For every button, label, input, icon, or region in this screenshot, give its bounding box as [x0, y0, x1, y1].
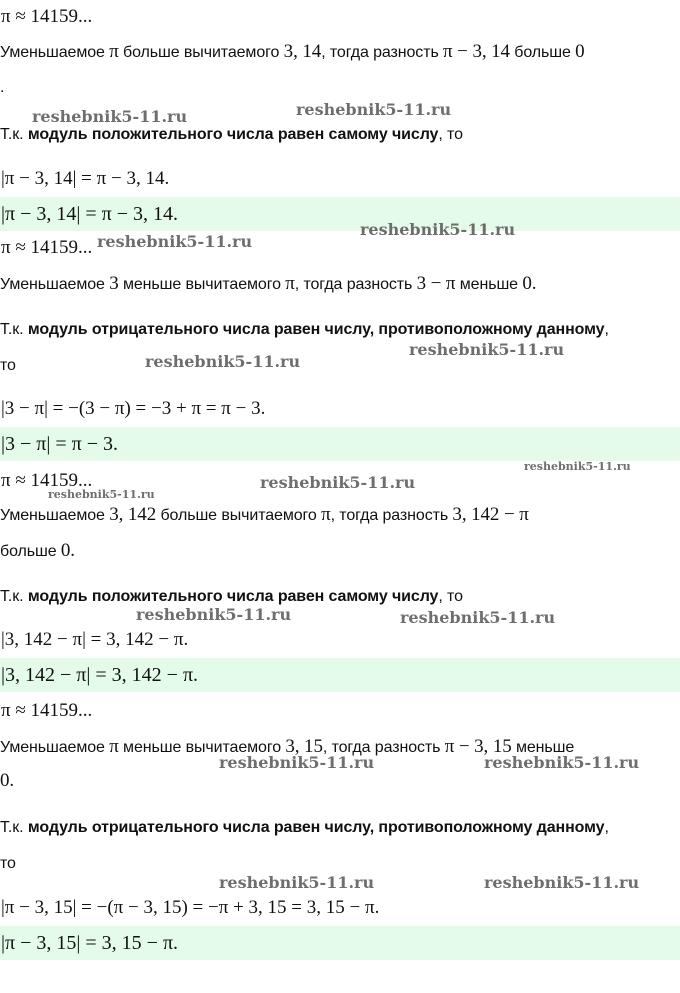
work-equation: |π − 3, 15| = −(π − 3, 15) = −π + 3, 15 = 3, 15 − π.	[1, 897, 380, 918]
rule-text: Т.к. модуль положительного числа равен самому числу, то	[0, 126, 463, 143]
rule-text-cont: то	[0, 855, 16, 872]
answer-equation: |3, 142 − π| = 3, 142 − π.	[1, 664, 199, 686]
comparison-text: Уменьшаемое 3, 142 больше вычитаемого π, тогда разность 3, 142 − π	[0, 504, 529, 525]
answer-equation: |π − 3, 14| = π − 3, 14.	[1, 203, 179, 225]
work-equation: |π − 3, 14| = π − 3, 14.	[1, 168, 170, 189]
comparison-text-cont: .	[0, 79, 5, 96]
pi-approximation: π ≈ 14159...	[1, 700, 93, 721]
watermark: reshebnik5-11.ru	[484, 873, 640, 892]
answer-box	[0, 197, 680, 231]
watermark: reshebnik5-11.ru	[409, 340, 565, 359]
answer-box	[0, 427, 680, 461]
watermark: reshebnik5-11.ru	[400, 608, 556, 627]
watermark: reshebnik5-11.ru	[524, 460, 631, 473]
comparison-text: Уменьшаемое π меньше вычитаемого 3, 15, тогда разность π − 3, 15 меньше	[0, 736, 575, 757]
answer-equation: |π − 3, 15| = 3, 15 − π.	[1, 932, 179, 954]
comparison-text: Уменьшаемое π больше вычитаемого 3, 14, тогда разность π − 3, 14 больше 0	[0, 41, 585, 62]
rule-text-cont: то	[0, 357, 16, 374]
watermark: reshebnik5-11.ru	[484, 753, 640, 772]
work-equation: |3, 142 − π| = 3, 142 − π.	[1, 629, 189, 650]
work-equation: |3 − π| = −(3 − π) = −3 + π = π − 3.	[1, 398, 266, 419]
comparison-text-cont: 0.	[0, 770, 15, 791]
rule-text: Т.к. модуль отрицательного числа равен числу, противоположному данному,	[0, 321, 609, 338]
answer-box	[0, 926, 680, 960]
watermark: reshebnik5-11.ru	[48, 488, 155, 501]
watermark: reshebnik5-11.ru	[360, 220, 516, 239]
watermark: reshebnik5-11.ru	[260, 473, 416, 492]
pi-approximation: π ≈ 14159...	[1, 237, 93, 258]
watermark: reshebnik5-11.ru	[219, 753, 375, 772]
watermark: reshebnik5-11.ru	[145, 352, 301, 371]
watermark: reshebnik5-11.ru	[136, 605, 292, 624]
watermark: reshebnik5-11.ru	[32, 107, 188, 126]
pi-approximation: π ≈ 14159...	[1, 6, 93, 27]
answer-box	[0, 658, 680, 692]
answer-equation: |3 − π| = π − 3.	[1, 433, 119, 455]
watermark: reshebnik5-11.ru	[296, 100, 452, 119]
comparison-text-cont: больше 0.	[0, 540, 75, 561]
rule-text: Т.к. модуль положительного числа равен самому числу, то	[0, 588, 463, 605]
rule-text: Т.к. модуль отрицательного числа равен числу, противоположному данному,	[0, 819, 609, 836]
pi-approximation: π ≈ 14159...	[1, 470, 93, 491]
watermark: reshebnik5-11.ru	[219, 873, 375, 892]
comparison-text: Уменьшаемое 3 меньше вычитаемого π, тогда разность 3 − π меньше 0.	[0, 273, 537, 294]
watermark: reshebnik5-11.ru	[97, 232, 253, 251]
